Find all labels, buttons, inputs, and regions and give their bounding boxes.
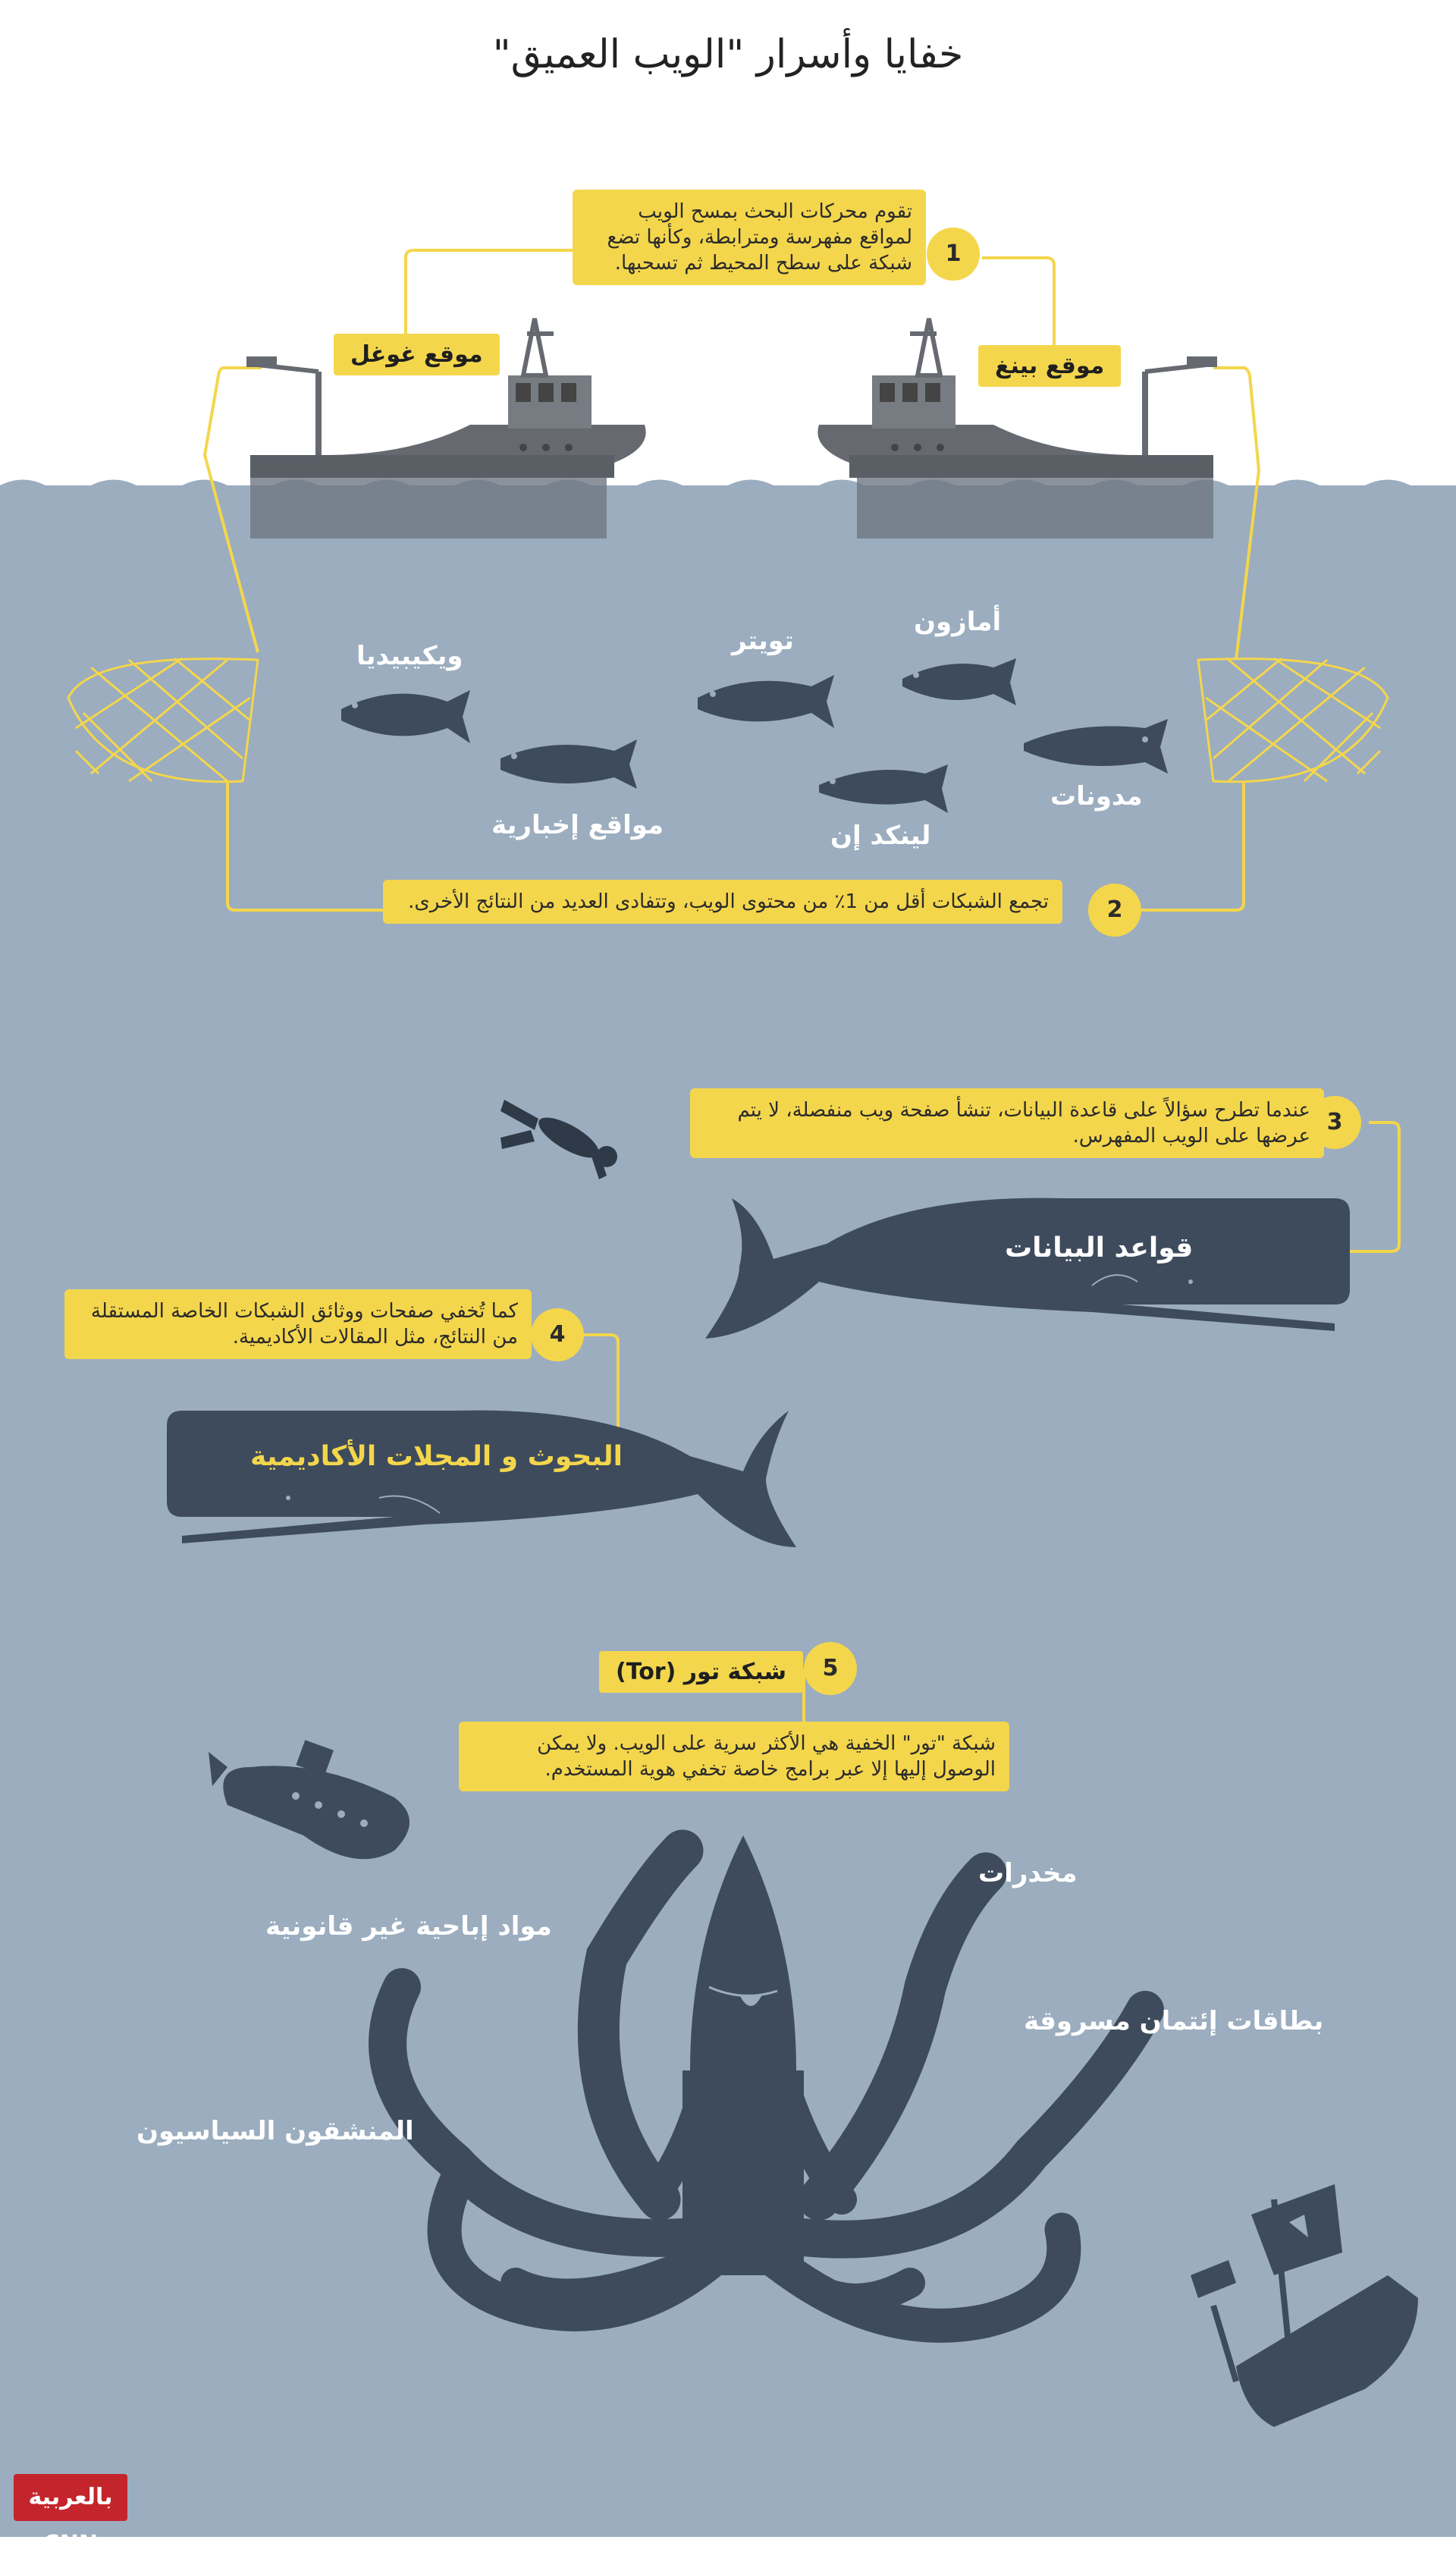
- label-dissidents: المنشقون السياسيون: [136, 2116, 414, 2146]
- fish-label-twitter: تويتر: [732, 626, 794, 656]
- ship-label-google: موقع غوغل: [334, 334, 500, 375]
- step5-heading: شبكة تور (Tor): [599, 1651, 803, 1693]
- fish-label-news-sites: مواقع إخبارية: [491, 810, 664, 840]
- step3-number: 3: [1308, 1096, 1361, 1149]
- whale-label-academic: البحوث و المجلات الأكاديمية: [250, 1441, 623, 1472]
- step3-text: عندما تطرح سؤالاً على قاعدة البيانات، تنشأ صفحة ويب منفصلة، لا يتم عرضها على الويب المفهرس.: [690, 1088, 1324, 1158]
- step4-number: 4: [531, 1308, 584, 1361]
- step5-number: 5: [804, 1642, 857, 1695]
- page-title: خفايا وأسرار "الويب العميق": [492, 32, 964, 77]
- step4-text: كما تُخفي صفحات ووثائق الشبكات الخاصة المستقلة من النتائج، مثل المقالات الأكاديمية.: [64, 1289, 532, 1359]
- label-illegal-porn: مواد إباحية غير قانونية: [265, 1911, 552, 1942]
- label-stolen-cards: بطاقات إئتمان مسروقة: [1024, 2006, 1324, 2036]
- step5-text: شبكة "تور" الخفية هي الأكثر سرية على الويب. ولا يمكن الوصول إليها إلا عبر برامج خاصة تخفي هوية المستخدم.: [459, 1722, 1009, 1791]
- step1-text: تقوم محركات البحث بمسح الويب لمواقع مفهرسة ومترابطة، وكأنها تضع شبكة على سطح المحيط ثم تسحبها.: [573, 190, 926, 285]
- step2-number: 2: [1088, 884, 1141, 937]
- fish-label-blogs: مدونات: [1050, 781, 1143, 812]
- fish-label-linkedin: لينكد إن: [830, 821, 931, 851]
- whale-label-databases: قواعد البيانات: [1005, 1232, 1194, 1264]
- ship-label-bing: موقع بينغ: [978, 345, 1121, 387]
- fish-label-amazon: أمازون: [914, 607, 1002, 637]
- step2-text: تجمع الشبكات أقل من 1٪ من محتوى الويب، وتتفادى العديد من النتائج الأخرى.: [383, 880, 1062, 924]
- fish-label-wikipedia: ويكيبيديا: [356, 641, 463, 671]
- label-drugs: مخدرات: [978, 1858, 1078, 1888]
- cnn-arabic-logo: بالعربية CNN: [14, 2474, 127, 2521]
- step1-number: 1: [927, 228, 980, 281]
